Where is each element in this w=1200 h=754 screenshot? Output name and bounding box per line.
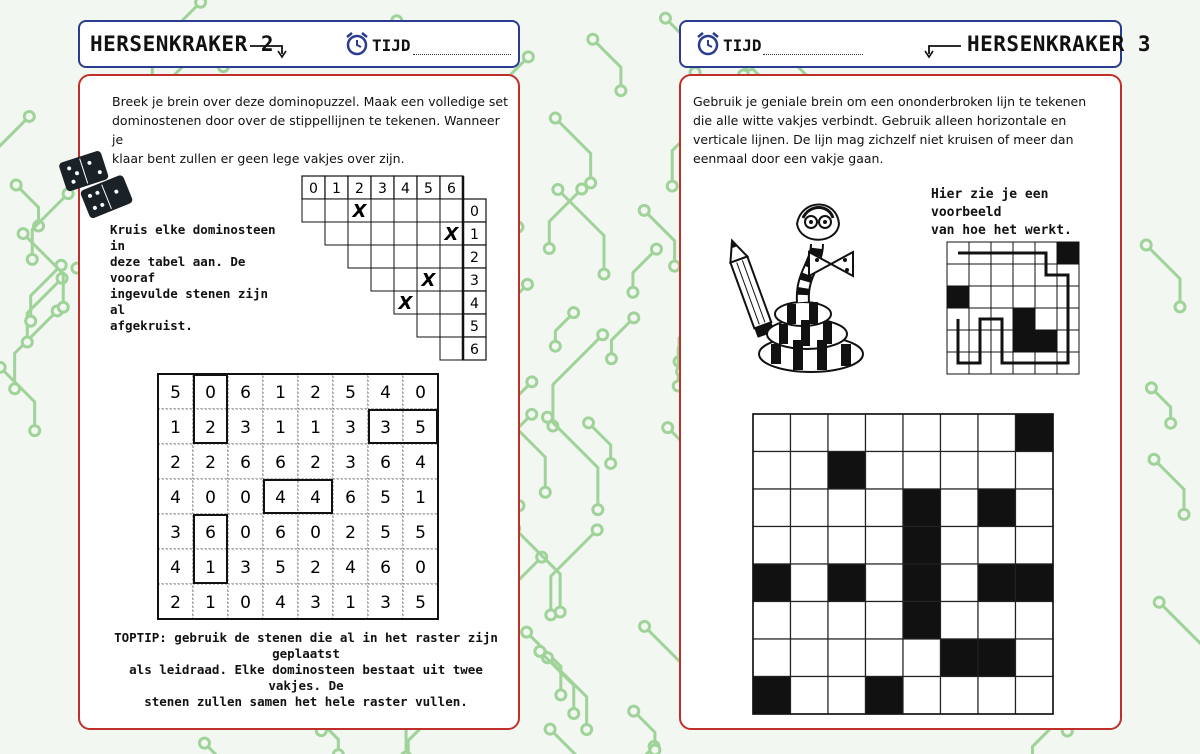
example-path-grid xyxy=(945,240,1085,380)
cross-table-cell[interactable] xyxy=(394,268,417,291)
cross-table-col-header: 2 xyxy=(355,181,364,197)
intro-line: Breek je brein over deze dominopuzzel. Maak een volledige set xyxy=(112,94,509,109)
cross-table-col-header: 5 xyxy=(424,181,433,197)
grid-number: 1 xyxy=(275,383,286,403)
intro-line: verticale lijnen. De lijn mag zichzelf niet kruisen of meer dan xyxy=(693,132,1074,147)
cross-table-row-header: 2 xyxy=(470,250,479,266)
grid-number: 4 xyxy=(380,383,391,403)
snake-pencil-illustration xyxy=(721,194,871,384)
cross-table-cell[interactable] xyxy=(440,291,463,314)
puzzle-white-cell[interactable] xyxy=(941,489,979,527)
intro-line: Gebruik je geniale brein om een ononderbroken lijn te tekenen xyxy=(693,94,1087,109)
grid-number: 4 xyxy=(275,488,286,508)
cross-mark: X xyxy=(421,270,436,291)
grid-number: 1 xyxy=(345,593,356,613)
grid-number: 5 xyxy=(415,523,426,543)
cross-table-cell[interactable] xyxy=(440,245,463,268)
cross-table-cell[interactable] xyxy=(440,199,463,222)
puzzle-white-cell[interactable] xyxy=(753,452,791,490)
puzzle-white-cell[interactable] xyxy=(978,527,1016,565)
example-white-cell xyxy=(947,264,969,286)
puzzle-white-cell[interactable] xyxy=(828,602,866,640)
puzzle-white-cell[interactable] xyxy=(903,639,941,677)
grid-number: 3 xyxy=(380,418,391,438)
example-white-cell xyxy=(1035,308,1057,330)
puzzle-white-cell[interactable] xyxy=(1016,489,1054,527)
grid-number: 2 xyxy=(205,453,216,473)
grid-number: 2 xyxy=(310,383,321,403)
puzzle-white-cell[interactable] xyxy=(753,602,791,640)
grid-number: 6 xyxy=(345,488,356,508)
cross-table-cell[interactable] xyxy=(394,199,417,222)
cross-table-cell[interactable] xyxy=(440,337,463,360)
cross-table-row-header: 0 xyxy=(470,204,479,220)
grid-number: 1 xyxy=(275,418,286,438)
puzzle-white-cell[interactable] xyxy=(828,527,866,565)
path-puzzle-grid[interactable] xyxy=(751,412,1055,716)
grid-number: 5 xyxy=(415,418,426,438)
grid-number: 0 xyxy=(205,383,216,403)
puzzle-white-cell[interactable] xyxy=(903,414,941,452)
cross-table-cell[interactable] xyxy=(348,245,371,268)
puzzle-white-cell[interactable] xyxy=(866,602,904,640)
puzzle-white-cell[interactable] xyxy=(866,564,904,602)
puzzle-white-cell[interactable] xyxy=(978,677,1016,715)
grid-number: 1 xyxy=(415,488,426,508)
puzzle-white-cell[interactable] xyxy=(866,489,904,527)
instruction-line: Kruis elke dominosteen in xyxy=(110,222,276,253)
cross-table-cell[interactable] xyxy=(371,199,394,222)
cross-table-cell[interactable] xyxy=(348,222,371,245)
grid-number: 4 xyxy=(310,488,321,508)
cross-table-cell[interactable] xyxy=(302,199,325,222)
cross-table-col-header: 3 xyxy=(378,181,387,197)
cross-table-col-header: 6 xyxy=(447,181,456,197)
puzzle-black-cell xyxy=(753,564,791,602)
grid-number: 6 xyxy=(275,453,286,473)
grid-number: 1 xyxy=(310,418,321,438)
cross-table-col-header: 0 xyxy=(309,181,318,197)
grid-number: 2 xyxy=(170,453,181,473)
example-black-cell xyxy=(1057,242,1079,264)
grid-number: 1 xyxy=(205,558,216,578)
puzzle-white-cell[interactable] xyxy=(791,452,829,490)
toptip-line: stenen zullen samen het hele raster vullen. xyxy=(144,694,468,709)
puzzle-black-cell xyxy=(978,639,1016,677)
cross-table-cell[interactable] xyxy=(417,245,440,268)
grid-number: 6 xyxy=(380,453,391,473)
grid-number: 4 xyxy=(275,593,286,613)
page-title-left: HERSENKRAKER 2 xyxy=(90,32,275,56)
puzzle-white-cell[interactable] xyxy=(791,564,829,602)
puzzle-white-cell[interactable] xyxy=(828,639,866,677)
example-black-cell xyxy=(947,286,969,308)
grid-number: 3 xyxy=(380,593,391,613)
puzzle-black-cell xyxy=(1016,414,1054,452)
puzzle-white-cell[interactable] xyxy=(978,414,1016,452)
puzzle-black-cell xyxy=(753,677,791,715)
example-white-cell xyxy=(969,264,991,286)
grid-number: 5 xyxy=(345,383,356,403)
grid-number: 1 xyxy=(205,593,216,613)
puzzle-white-cell[interactable] xyxy=(978,602,1016,640)
grid-number: 3 xyxy=(310,593,321,613)
puzzle-white-cell[interactable] xyxy=(866,452,904,490)
grid-number: 3 xyxy=(240,418,251,438)
grid-number: 0 xyxy=(240,593,251,613)
puzzle-white-cell[interactable] xyxy=(941,677,979,715)
puzzle-black-cell xyxy=(903,489,941,527)
grid-number: 4 xyxy=(415,453,426,473)
puzzle-white-cell[interactable] xyxy=(828,677,866,715)
time-label-left: TIJD xyxy=(372,36,411,55)
page-title-right: HERSENKRAKER 3 xyxy=(967,32,1152,56)
puzzle-white-cell[interactable] xyxy=(866,527,904,565)
cross-table-instructions xyxy=(110,222,290,334)
arrow-down-left-icon xyxy=(923,36,963,58)
left-header xyxy=(78,20,520,68)
puzzle-black-cell xyxy=(866,677,904,715)
example-white-cell xyxy=(969,286,991,308)
puzzle-black-cell xyxy=(903,602,941,640)
puzzle-white-cell[interactable] xyxy=(753,527,791,565)
puzzle-white-cell[interactable] xyxy=(791,414,829,452)
grid-number: 5 xyxy=(170,383,181,403)
alarm-clock-icon xyxy=(695,30,721,58)
puzzle-white-cell[interactable] xyxy=(978,452,1016,490)
cross-table-col-header: 1 xyxy=(332,181,341,197)
puzzle-white-cell[interactable] xyxy=(866,414,904,452)
grid-number: 2 xyxy=(345,523,356,543)
grid-number: 0 xyxy=(205,488,216,508)
instruction-line: deze tabel aan. De vooraf xyxy=(110,254,246,285)
left-panel xyxy=(78,74,520,730)
puzzle-white-cell[interactable] xyxy=(828,489,866,527)
caption-line: Hier zie je een voorbeeld xyxy=(931,187,1049,220)
instruction-line: ingevulde stenen zijn al xyxy=(110,286,269,317)
intro-line: eenmaal door een vakje gaan. xyxy=(693,151,884,166)
cross-table-cell[interactable] xyxy=(394,222,417,245)
cross-table-row-header: 6 xyxy=(470,342,479,358)
cross-table-cell[interactable] xyxy=(371,245,394,268)
cross-table-col-header: 4 xyxy=(401,181,410,197)
cross-table-cell[interactable] xyxy=(440,268,463,291)
puzzle-white-cell[interactable] xyxy=(941,414,979,452)
cross-mark: X xyxy=(398,293,413,314)
grid-number: 2 xyxy=(310,558,321,578)
grid-number: 1 xyxy=(170,418,181,438)
example-black-cell xyxy=(1013,330,1035,352)
grid-number: 2 xyxy=(310,453,321,473)
example-white-cell xyxy=(1013,286,1035,308)
puzzle-white-cell[interactable] xyxy=(941,527,979,565)
puzzle-white-cell[interactable] xyxy=(753,489,791,527)
cross-table-cell[interactable] xyxy=(417,222,440,245)
grid-number: 2 xyxy=(170,593,181,613)
cross-mark: X xyxy=(352,201,367,222)
puzzle-white-cell[interactable] xyxy=(1016,527,1054,565)
caption-line: van hoe het werkt. xyxy=(931,223,1072,238)
puzzle-black-cell xyxy=(978,564,1016,602)
puzzle-white-cell[interactable] xyxy=(1016,452,1054,490)
example-white-cell xyxy=(991,286,1013,308)
puzzle-black-cell xyxy=(941,639,979,677)
puzzle-white-cell[interactable] xyxy=(1016,639,1054,677)
right-panel xyxy=(679,74,1122,730)
example-white-cell xyxy=(1035,286,1057,308)
puzzle-black-cell xyxy=(978,489,1016,527)
instruction-line: afgekruist. xyxy=(110,318,193,333)
intro-line: dominostenen door over de stippellijnen te tekenen. Wanneer je xyxy=(112,113,500,147)
left-intro-text xyxy=(112,92,512,168)
grid-number: 0 xyxy=(310,523,321,543)
puzzle-white-cell[interactable] xyxy=(866,639,904,677)
puzzle-white-cell[interactable] xyxy=(903,452,941,490)
grid-number: 6 xyxy=(240,453,251,473)
grid-number: 0 xyxy=(415,383,426,403)
puzzle-white-cell[interactable] xyxy=(941,564,979,602)
puzzle-white-cell[interactable] xyxy=(1016,602,1054,640)
cross-table-cell[interactable] xyxy=(325,222,348,245)
grid-number: 0 xyxy=(415,558,426,578)
grid-number: 3 xyxy=(170,523,181,543)
puzzle-black-cell xyxy=(1016,564,1054,602)
puzzle-black-cell xyxy=(828,564,866,602)
toptip-line: TOPTIP: gebruik de stenen die al in het raster zijn geplaatst xyxy=(114,630,498,661)
cross-table-row-header: 3 xyxy=(470,273,479,289)
intro-line: die alle witte vakjes verbindt. Gebruik alleen horizontale en xyxy=(693,113,1067,128)
cross-table-cell[interactable] xyxy=(440,314,463,337)
grid-number: 6 xyxy=(240,383,251,403)
cross-table-cell[interactable] xyxy=(371,222,394,245)
puzzle-white-cell[interactable] xyxy=(903,677,941,715)
cross-table-cell[interactable] xyxy=(417,199,440,222)
toptip-text xyxy=(106,630,506,710)
cross-table-cell[interactable] xyxy=(417,314,440,337)
cross-table-row-header: 4 xyxy=(470,296,479,312)
dominoes-icon xyxy=(56,150,136,220)
grid-number: 6 xyxy=(380,558,391,578)
cross-table-cell[interactable] xyxy=(417,291,440,314)
right-intro-text xyxy=(693,92,1113,168)
grid-number: 5 xyxy=(380,523,391,543)
intro-line: klaar bent zullen er geen lege vakjes over zijn. xyxy=(112,151,405,166)
grid-number: 5 xyxy=(380,488,391,508)
puzzle-white-cell[interactable] xyxy=(791,677,829,715)
cross-table-row-header: 5 xyxy=(470,319,479,335)
toptip-line: als leidraad. Elke dominosteen bestaat uit twee vakjes. De xyxy=(129,662,483,693)
cross-table-cell[interactable] xyxy=(371,268,394,291)
puzzle-black-cell xyxy=(903,527,941,565)
cross-table-cell[interactable] xyxy=(325,199,348,222)
puzzle-black-cell xyxy=(828,452,866,490)
domino-number-grid[interactable] xyxy=(156,372,442,624)
puzzle-white-cell[interactable] xyxy=(791,527,829,565)
grid-number: 6 xyxy=(275,523,286,543)
grid-number: 0 xyxy=(240,488,251,508)
cross-table-row-header: 1 xyxy=(470,227,479,243)
example-caption xyxy=(931,186,1121,240)
puzzle-white-cell[interactable] xyxy=(941,452,979,490)
puzzle-white-cell[interactable] xyxy=(791,602,829,640)
alarm-clock-icon xyxy=(344,30,370,58)
grid-number: 0 xyxy=(240,523,251,543)
puzzle-black-cell xyxy=(903,564,941,602)
puzzle-white-cell[interactable] xyxy=(753,639,791,677)
example-black-cell xyxy=(1013,308,1035,330)
puzzle-white-cell[interactable] xyxy=(941,602,979,640)
example-black-cell xyxy=(1035,330,1057,352)
grid-number: 5 xyxy=(415,593,426,613)
grid-number: 3 xyxy=(345,418,356,438)
grid-number: 4 xyxy=(345,558,356,578)
arrow-down-right-icon xyxy=(248,36,288,58)
grid-number: 3 xyxy=(240,558,251,578)
time-write-line-left[interactable] xyxy=(413,54,511,55)
time-write-line-right[interactable] xyxy=(763,54,863,55)
puzzle-white-cell[interactable] xyxy=(791,489,829,527)
example-white-cell xyxy=(1013,264,1035,286)
grid-number: 6 xyxy=(205,523,216,543)
puzzle-white-cell[interactable] xyxy=(1016,677,1054,715)
domino-cross-table[interactable] xyxy=(300,174,479,364)
cross-table-cell[interactable] xyxy=(394,245,417,268)
grid-number: 4 xyxy=(170,558,181,578)
cross-mark: X xyxy=(444,224,459,245)
grid-number: 5 xyxy=(275,558,286,578)
time-label-right: TIJD xyxy=(723,36,762,55)
puzzle-white-cell[interactable] xyxy=(828,414,866,452)
puzzle-white-cell[interactable] xyxy=(753,414,791,452)
grid-number: 4 xyxy=(170,488,181,508)
example-white-cell xyxy=(991,264,1013,286)
grid-number: 2 xyxy=(205,418,216,438)
right-header xyxy=(679,20,1152,68)
puzzle-white-cell[interactable] xyxy=(791,639,829,677)
grid-number: 3 xyxy=(345,453,356,473)
